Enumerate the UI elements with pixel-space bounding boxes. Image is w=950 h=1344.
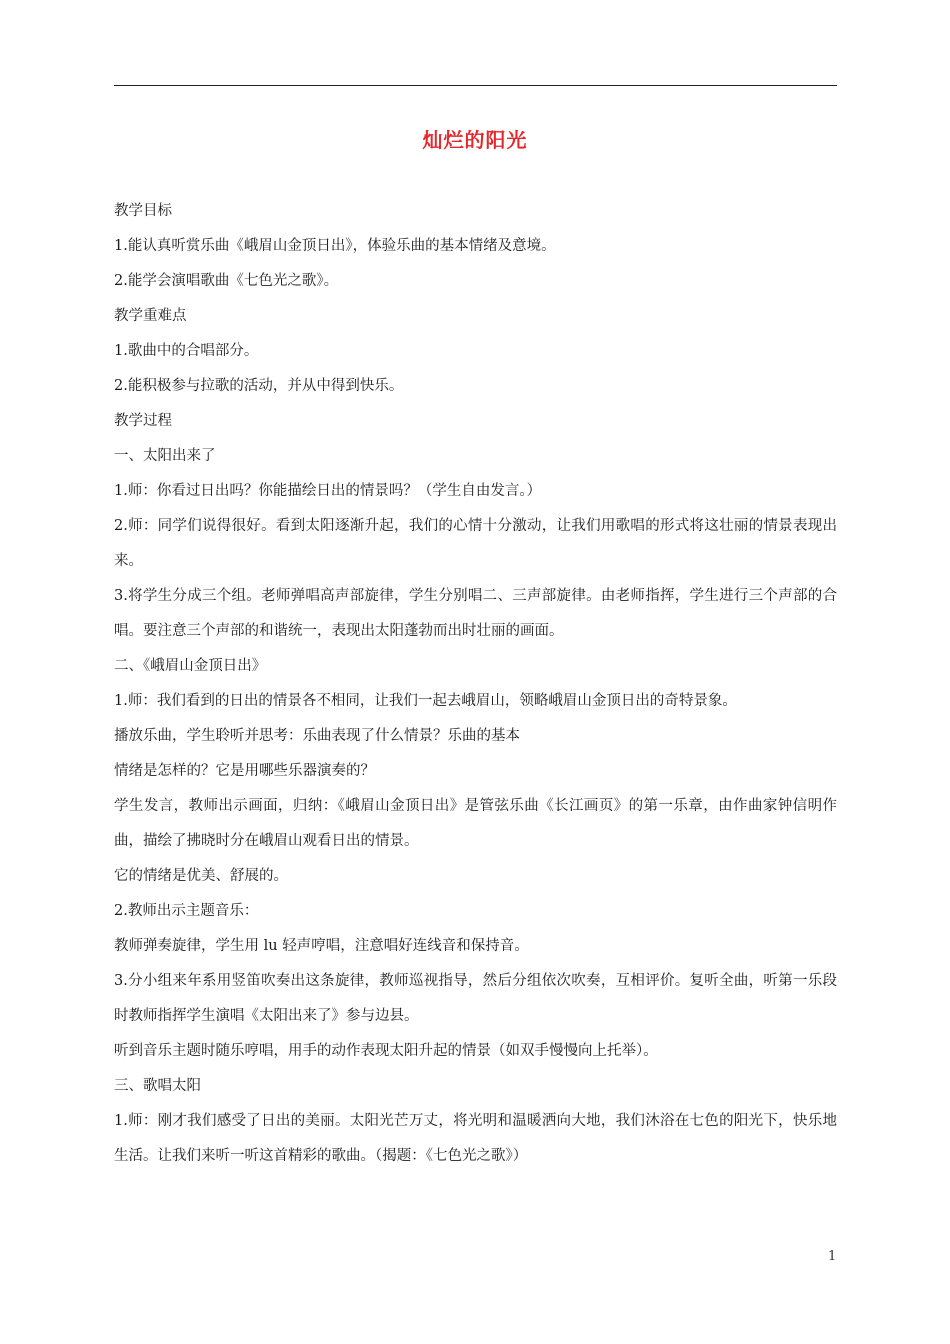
paragraph: 1.歌曲中的合唱部分。 xyxy=(114,343,259,359)
paragraph: 情绪是怎样的？它是用哪些乐器演奏的？ xyxy=(114,763,375,779)
paragraph: 它的情绪是优美、舒展的。 xyxy=(114,868,288,884)
paragraph: 教师弹奏旋律，学生用 lu 轻声哼唱，注意唱好连线音和保持音。 xyxy=(114,938,529,954)
paragraph: 2.教师出示主题音乐： xyxy=(114,903,259,919)
section-heading: 教学重难点 xyxy=(114,308,187,324)
subsection-heading: 三、歌唱太阳 xyxy=(114,1078,201,1094)
document-body xyxy=(114,194,837,1174)
paragraph: 1.能认真听赏乐曲《峨眉山金顶日出》，体验乐曲的基本情绪及意境。 xyxy=(114,238,556,254)
document-title: 灿烂的阳光 xyxy=(422,128,528,152)
paragraph: 播放乐曲，学生聆听并思考：乐曲表现了什么情景？乐曲的基本 xyxy=(114,728,520,744)
page-number: 1 xyxy=(828,1249,837,1264)
paragraph: 听到音乐主题时随乐哼唱，用手的动作表现太阳升起的情景（如双手慢慢向上托举）。 xyxy=(114,1043,658,1059)
paragraph: 2.能积极参与拉歌的活动，并从中得到快乐。 xyxy=(114,378,404,394)
paragraph: 3.分小组来年系用竖笛吹奏出这条旋律，教师巡视指导，然后分组依次吹奏，互相评价。复听全曲，听第一乐段时教师指挥学生演唱《太阳出来了》参与边县。 xyxy=(114,973,837,1024)
paragraph: 1.师：我们看到的日出的情景各不相同，让我们一起去峨眉山，领略峨眉山金顶日出的奇特景象。 xyxy=(114,693,737,709)
header-rule xyxy=(114,85,837,86)
subsection-heading: 一、太阳出来了 xyxy=(114,448,216,464)
paragraph: 1.师：你看过日出吗？你能描绘日出的情景吗？（学生自由发言。） xyxy=(114,483,542,499)
paragraph: 学生发言，教师出示画面，归纳：《峨眉山金顶日出》是管弦乐曲《长江画页》的第一乐章，由作曲家钟信明作曲，描绘了拂晓时分在峨眉山观看日出的情景。 xyxy=(114,798,837,849)
section-heading: 教学目标 xyxy=(114,203,172,219)
section-heading: 教学过程 xyxy=(114,413,172,429)
paragraph: 2.能学会演唱歌曲《七色光之歌》。 xyxy=(114,273,339,289)
paragraph: 3.将学生分成三个组。老师弹唱高声部旋律，学生分别唱二、三声部旋律。由老师指挥，学生进行三个声部的合唱。要注意三个声部的和谐统一，表现出太阳蓬勃而出时壮丽的画面。 xyxy=(114,588,837,639)
paragraph: 1.师：刚才我们感受了日出的美丽。太阳光芒万丈，将光明和温暖洒向大地，我们沐浴在七色的阳光下，快乐地生活。让我们来听一听这首精彩的歌曲。（揭题：《七色光之歌》） xyxy=(114,1113,837,1164)
subsection-heading: 二、《峨眉山金顶日出》 xyxy=(114,658,267,674)
paragraph: 2.师：同学们说得很好。看到太阳逐渐升起，我们的心情十分激动，让我们用歌唱的形式将这壮丽的情景表现出来。 xyxy=(114,518,837,569)
